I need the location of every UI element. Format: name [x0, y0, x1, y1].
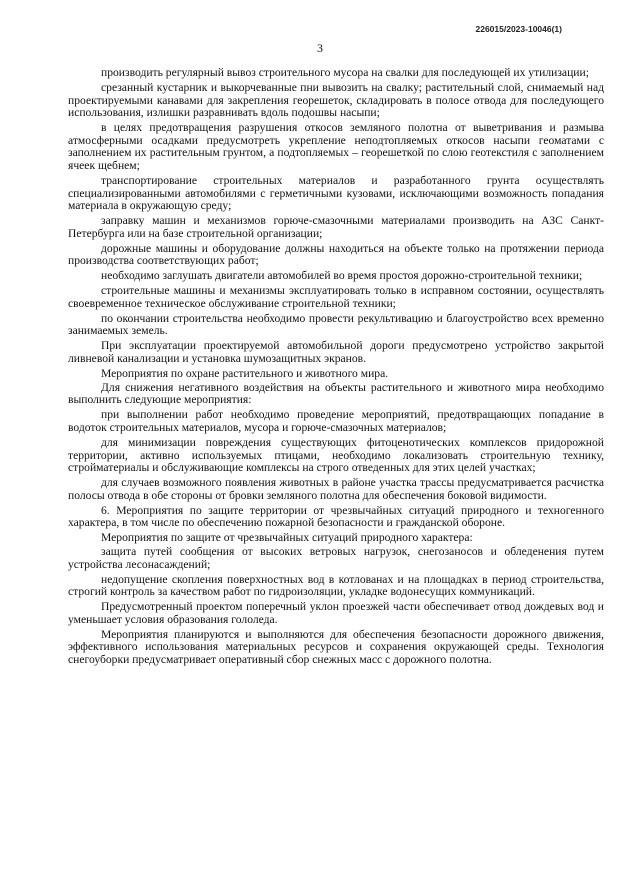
document-number: 226015/2023-10046(1)	[475, 24, 562, 34]
paragraph: необходимо заглушать двигатели автомобилей во время простоя дорожно-строительной техники;	[101, 269, 583, 283]
paragraph: дорожные машины и оборудование должны находиться на объекте только на протяжении периода производства соответствующих работ;	[68, 241, 604, 268]
paragraph: в целях предотвращения разрушения откосов земляного полотна от выветривания и размыва атмосферными осадками предусмотреть укрепление неподтопляемых откосов насыпи геоматами с заполнением их растительным грунтом, а подтопляемых – георешеткой по слою геотекстиля с заполнением ячеек щебнем;	[68, 121, 604, 172]
paragraph: при выполнении работ необходимо проведение мероприятий, предотвращающих попадание в водоток строительных материалов, мусора и горюче-смазочных материалов;	[68, 408, 604, 434]
section-heading: 6. Мероприятия по защите территории от чрезвычайных ситуаций природного и техногенного характера, в том числе по обеспечению пожарной безопасности и гражданской обороне.	[68, 503, 604, 530]
paragraph: по окончании строительства необходимо провести рекультивацию и благоустройство всех временно занимаемых земель.	[68, 311, 604, 338]
paragraph: Предусмотренный проектом поперечный уклон проезжей части обеспечивает отвод дождевых вод и уменьшает условия образования гололеда.	[68, 600, 604, 626]
paragraph: транспортирование строительных материалов и разработанного грунта осуществлять специализированными автомобилями с герметичными кузовами, исключающими возможность попадания материала в окружающую среду;	[68, 173, 604, 213]
paragraph: Мероприятия по защите от чрезвычайных ситуаций природного характера:	[101, 531, 473, 545]
document-body	[68, 67, 604, 669]
paragraph: для минимизации повреждения существующих фитоценотических комплексов придорожной территории, активно используемых птицами, необходимо локализовать строительную технику, стройматериалы и обслуживающие комплексы на строго отведенных для этих целей участках;	[68, 435, 604, 475]
page-number: 3	[317, 41, 323, 55]
paragraph: заправку машин и механизмов горюче-смазочными материалами производить на АЗС Санкт-Петербурга или на базе строительной организации;	[68, 214, 604, 240]
paragraph: Мероприятия планируются и выполняются для обеспечения безопасности дорожного движения, эффективного использования материальных ресурсов и сохранения окружающей среды. Технология снегоуборки предусматривает оперативный сбор снежных масс с дорожного полотна.	[68, 627, 604, 666]
paragraph: недопущение скопления поверхностных вод в котлованах и на площадках в период строительства, строгий контроль за качеством работ по гидроизоляции, укладке водонесущих коммуникаций.	[68, 572, 604, 599]
paragraph: защита путей сообщения от высоких ветровых нагрузок, снегозаносов и обледенения путем устройства лесонасаждений;	[68, 545, 604, 571]
paragraph: строительные машины и механизмы эксплуатировать только в исправном состоянии, осуществлять своевременное техническое обслуживание строительной техники;	[68, 284, 604, 310]
paragraph: При эксплуатации проектируемой автомобильной дороги предусмотрено устройство закрытой ливневой канализации и установка шумозащитных экранов.	[68, 339, 604, 365]
paragraph: Для снижения негативного воздействия на объекты растительного и животного мира необходимо выполнить следующие мероприятия:	[68, 380, 604, 407]
paragraph: срезанный кустарник и выкорчеванные пни вывозить на свалку; растительный слой, снимаемый над проектируемыми канавами для закрепления георешеток, складировать в полосе отвода для последующего использования, излишки разравнивать вдоль подошвы насыпи;	[68, 80, 604, 120]
paragraph: для случаев возможного появления животных в районе участка трассы предусматривается расчистка полосы отвода в обе стороны от бровки земляного полотна для обеспечения боковой видимости.	[68, 476, 604, 502]
section-heading: Мероприятия по охране растительного и животного мира.	[101, 366, 389, 380]
paragraph: производить регулярный вывоз строительного мусора на свалки для последующей их утилизации;	[101, 66, 589, 79]
